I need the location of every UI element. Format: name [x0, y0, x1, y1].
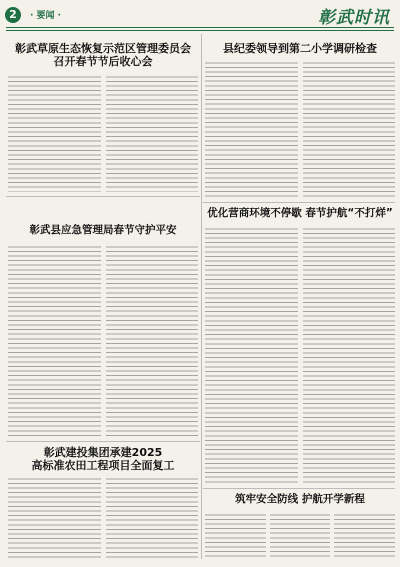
article-5-headline: [8, 446, 198, 472]
page-number-badge: 2: [5, 7, 21, 23]
article-6-headline: 筑牢安全防线 护航开学新程: [235, 493, 365, 505]
article-2-body: [205, 60, 395, 198]
article-1-headline-line1: 彰武草原生态恢复示范区管理委员会: [15, 42, 191, 55]
article-separator: [203, 488, 395, 489]
article-5-headline-line2: 高标准农田工程项目全面复工: [31, 459, 175, 472]
article-3-headline: 彰武县应急管理局春节守护平安: [29, 224, 177, 236]
article-4-body: [205, 226, 395, 484]
article-6-body: [205, 512, 395, 560]
article-separator: [6, 441, 200, 442]
article-2-headline: 县纪委领导到第二小学调研检查: [223, 42, 377, 55]
article-separator: [203, 202, 395, 203]
article-1-body: [8, 74, 198, 192]
column-divider: [201, 34, 202, 559]
article-1-headline-line2: 召开春节节后收心会: [53, 55, 153, 68]
masthead: [0, 0, 400, 30]
article-3-body: [8, 244, 198, 437]
article-4-headline: 优化营商环境不停歇 春节护航“不打烊”: [207, 207, 393, 219]
newspaper-brand: 彰武时讯: [318, 8, 390, 28]
article-1-headline: [8, 42, 198, 68]
article-5-body: [8, 476, 198, 560]
article-separator: [6, 196, 200, 197]
section-label: · 要闻 ·: [30, 11, 62, 21]
article-5-headline-line1: 彰武建投集团承建2025: [43, 446, 163, 459]
masthead-rule: [6, 27, 394, 28]
masthead-rule-thin: [6, 30, 394, 31]
